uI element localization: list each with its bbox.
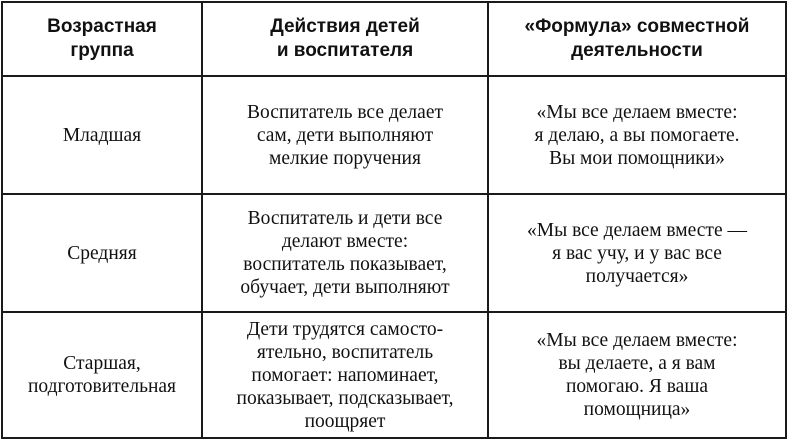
header-age-group — [2, 2, 202, 76]
cell-line: Воспитатель и дети все — [247, 208, 443, 229]
cell-line: Дети трудятся самосто- — [246, 318, 444, 340]
header-line: группа — [70, 40, 134, 61]
cell-formula — [488, 312, 786, 438]
cell-line: Вы мои помощники» — [549, 147, 725, 169]
cell-line: вы делаете, а я вам — [558, 353, 716, 374]
header-formula — [488, 2, 786, 76]
cell-line: обучает, дети выполняют — [240, 277, 450, 298]
cell-line: ятельно, воспитатель — [256, 341, 434, 363]
cell-line: мелкие поручения — [269, 147, 421, 169]
cell-line: получается» — [585, 265, 689, 287]
cell-line: помогает: напоминает, — [251, 364, 439, 386]
cell-actions — [202, 194, 488, 312]
cell-line: воспитатель показывает, — [243, 254, 447, 275]
activity-table-container — [1, 1, 785, 433]
cell-line: показывает, подсказывает, — [236, 387, 454, 409]
table-row — [2, 76, 786, 194]
header-line: «Формула» совместной — [524, 16, 750, 37]
cell-age-group — [2, 76, 202, 194]
cell-line: помощница» — [583, 399, 691, 420]
header-line: Возрастная — [47, 16, 157, 37]
cell-line: помогаю. Я ваша — [565, 376, 709, 397]
header-actions — [202, 2, 488, 76]
cell-line: подготовительная — [27, 376, 177, 397]
cell-line: Старшая, — [63, 353, 141, 374]
cell-formula — [488, 194, 786, 312]
cell-age-group — [2, 194, 202, 312]
cell-line: Воспитатель все делает — [246, 101, 443, 123]
cell-line: Младшая — [62, 124, 142, 146]
header-line: и воспитателя — [276, 40, 414, 61]
cell-line: я делаю, а вы помогаете. — [534, 124, 740, 146]
header-line: деятельности — [571, 40, 703, 61]
header-row — [2, 2, 786, 76]
cell-line: поощряет — [304, 410, 386, 432]
cell-actions — [202, 76, 488, 194]
cell-line: Средняя — [67, 242, 137, 264]
cell-line: «Мы все делаем вместе: — [536, 101, 738, 123]
cell-formula — [488, 76, 786, 194]
cell-line: я вас учу, и у вас все — [552, 242, 722, 264]
cell-age-group — [2, 312, 202, 438]
cell-line: «Мы все делаем вместе: — [536, 330, 738, 351]
table-row — [2, 194, 786, 312]
cell-line: сам, дети выполняют — [256, 124, 434, 146]
table-row — [2, 312, 786, 438]
cell-line: делают вместе: — [281, 231, 409, 252]
cell-line: «Мы все делаем вместе — — [527, 219, 747, 241]
cell-actions — [202, 312, 488, 438]
header-line: Действия детей — [270, 16, 420, 37]
activity-table — [1, 1, 787, 439]
